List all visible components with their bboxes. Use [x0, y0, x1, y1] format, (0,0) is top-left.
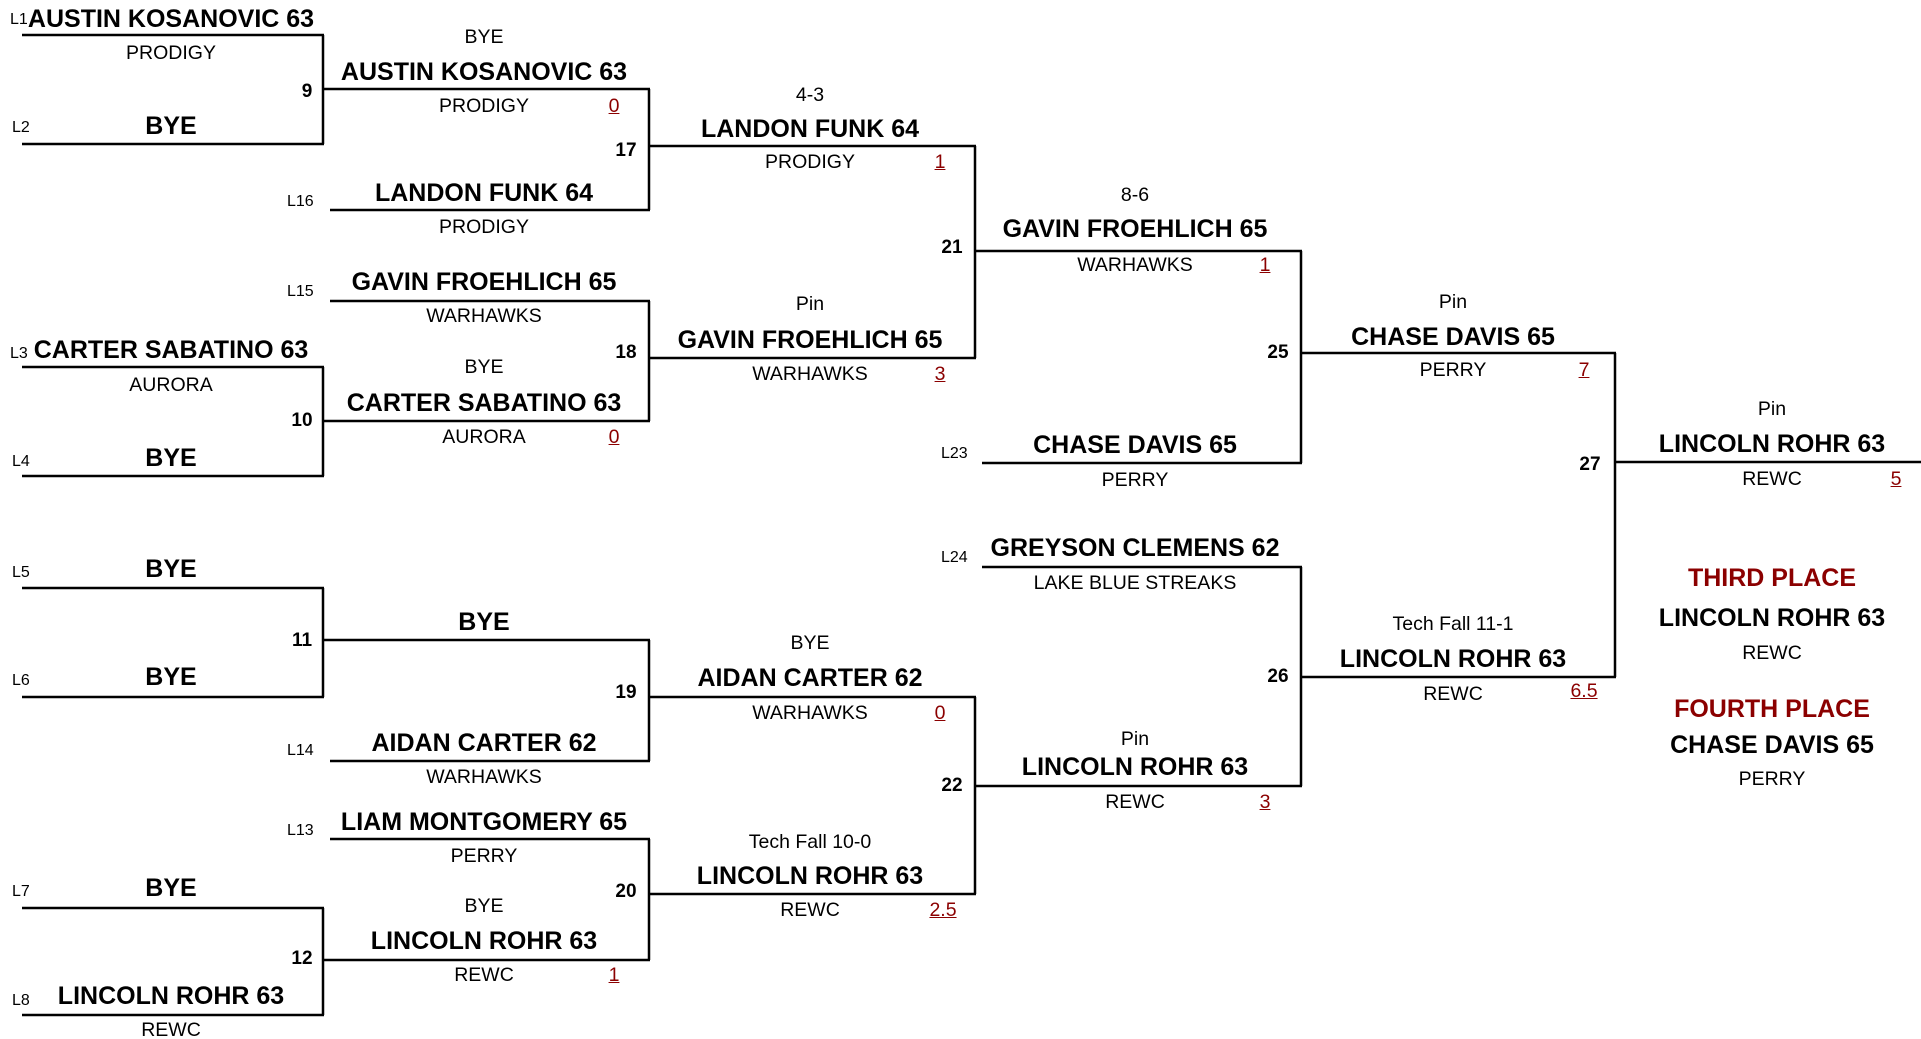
team-score[interactable]: 0 [608, 95, 620, 117]
match-result: BYE [790, 632, 830, 654]
team-score[interactable]: 3 [934, 363, 946, 385]
team-name: PRODIGY [439, 95, 529, 117]
wrestler-name: AIDAN CARTER 62 [371, 729, 597, 757]
bout-number: 25 [1267, 342, 1289, 363]
wrestler-name: BYE [145, 444, 197, 472]
wrestler-name: LINCOLN ROHR 63 [57, 982, 285, 1010]
match-result: Tech Fall 10-0 [748, 831, 872, 853]
bout-number: 26 [1267, 666, 1289, 687]
wrestler-name: CHASE DAVIS 65 [1351, 323, 1555, 351]
slot-label: L1 [10, 11, 28, 28]
wrestler-name: LINCOLN ROHR 63 [370, 927, 598, 955]
team-name: WARHAWKS [752, 363, 868, 385]
bout-number: 9 [301, 81, 313, 102]
fourth-place-label: FOURTH PLACE [1674, 695, 1870, 723]
team-name: PERRY [1419, 359, 1487, 381]
match-result: Pin [1120, 728, 1150, 750]
slot-label: L13 [287, 822, 314, 839]
slot-label: L6 [12, 672, 30, 689]
wrestler-name: BYE [145, 112, 197, 140]
team-score[interactable]: 1 [934, 151, 946, 173]
match-result: Pin [1757, 398, 1787, 420]
wrestler-name: AUSTIN KOSANOVIC 63 [27, 5, 315, 33]
team-name: LAKE BLUE STREAKS [1033, 572, 1237, 594]
slot-label: L7 [12, 883, 30, 900]
slot-label: L24 [941, 549, 968, 566]
bout-number: 17 [615, 140, 637, 161]
third-place-label: THIRD PLACE [1687, 564, 1857, 592]
wrestler-name: CHASE DAVIS 65 [1033, 431, 1237, 459]
slot-label: L15 [287, 283, 314, 300]
wrestler-name: LINCOLN ROHR 63 [1339, 645, 1567, 673]
team-score[interactable]: 6.5 [1570, 680, 1598, 702]
bout-number: 19 [615, 682, 637, 703]
team-name: PRODIGY [126, 42, 216, 64]
wrestler-name: GREYSON CLEMENS 62 [990, 534, 1280, 562]
third-place-team: REWC [1742, 642, 1802, 664]
wrestler-name: AUSTIN KOSANOVIC 63 [340, 58, 628, 86]
slot-label: L8 [12, 992, 30, 1009]
match-result: Tech Fall 11-1 [1392, 613, 1514, 635]
team-score[interactable]: 0 [608, 426, 620, 448]
team-name: REWC [780, 899, 840, 921]
slot-label: L14 [287, 742, 314, 759]
team-name: PERRY [450, 845, 518, 867]
team-name: WARHAWKS [426, 766, 542, 788]
match-result: Pin [1438, 291, 1468, 313]
bout-number: 10 [291, 410, 313, 431]
team-name: REWC [1423, 683, 1483, 705]
team-score[interactable]: 0 [934, 702, 946, 724]
team-name: PRODIGY [765, 151, 855, 173]
bout-number: 27 [1579, 454, 1601, 475]
wrestler-name: LINCOLN ROHR 63 [1021, 753, 1249, 781]
wrestler-name: BYE [145, 663, 197, 691]
team-name: PERRY [1101, 469, 1169, 491]
team-score[interactable]: 1 [1259, 254, 1271, 276]
match-result: BYE [464, 356, 504, 378]
fourth-place-team: PERRY [1738, 768, 1806, 790]
team-name: REWC [141, 1019, 201, 1039]
match-result: 4-3 [795, 84, 825, 106]
wrestler-name: LINCOLN ROHR 63 [696, 862, 924, 890]
wrestler-name: BYE [458, 608, 510, 636]
match-result: BYE [464, 895, 504, 917]
team-name: AURORA [129, 374, 213, 396]
team-name: AURORA [442, 426, 526, 448]
wrestler-name: CARTER SABATINO 63 [346, 389, 622, 417]
wrestler-name: CARTER SABATINO 63 [33, 336, 309, 364]
match-result: Pin [795, 293, 825, 315]
bout-number: 11 [291, 630, 313, 651]
match-result: 8-6 [1120, 184, 1150, 206]
team-name: REWC [1105, 791, 1165, 813]
bout-number: 18 [615, 342, 637, 363]
slot-label: L2 [12, 119, 30, 136]
team-score[interactable]: 3 [1259, 791, 1271, 813]
team-name: REWC [454, 964, 514, 986]
wrestler-name: AIDAN CARTER 62 [697, 664, 923, 692]
bout-number: 21 [941, 237, 963, 258]
team-score[interactable]: 1 [608, 964, 620, 986]
team-name: REWC [1742, 468, 1802, 490]
team-score[interactable]: 2.5 [929, 899, 957, 921]
third-place-name: LINCOLN ROHR 63 [1658, 604, 1886, 632]
slot-label: L5 [12, 564, 30, 581]
bout-number: 20 [615, 881, 637, 902]
team-name: WARHAWKS [1077, 254, 1193, 276]
team-name: WARHAWKS [426, 305, 542, 327]
bout-number: 12 [291, 948, 313, 969]
wrestler-name: GAVIN FROEHLICH 65 [677, 326, 943, 354]
slot-label: L23 [941, 445, 968, 462]
bout-number: 22 [941, 775, 963, 796]
champion-name: LINCOLN ROHR 63 [1658, 430, 1886, 458]
slot-label: L16 [287, 193, 314, 210]
wrestler-name: BYE [145, 874, 197, 902]
wrestler-name: GAVIN FROEHLICH 65 [1002, 215, 1268, 243]
wrestler-name: BYE [145, 555, 197, 583]
wrestler-name: GAVIN FROEHLICH 65 [351, 268, 617, 296]
team-score[interactable]: 5 [1890, 468, 1902, 490]
fourth-place-name: CHASE DAVIS 65 [1670, 731, 1874, 759]
match-result: BYE [464, 26, 504, 48]
team-score[interactable]: 7 [1578, 359, 1590, 381]
team-name: WARHAWKS [752, 702, 868, 724]
wrestler-name: LANDON FUNK 64 [700, 115, 920, 143]
wrestler-name: LIAM MONTGOMERY 65 [340, 808, 628, 836]
wrestler-name: LANDON FUNK 64 [374, 179, 594, 207]
team-name: PRODIGY [439, 216, 529, 238]
slot-label: L3 [10, 345, 28, 362]
slot-label: L4 [12, 453, 30, 470]
